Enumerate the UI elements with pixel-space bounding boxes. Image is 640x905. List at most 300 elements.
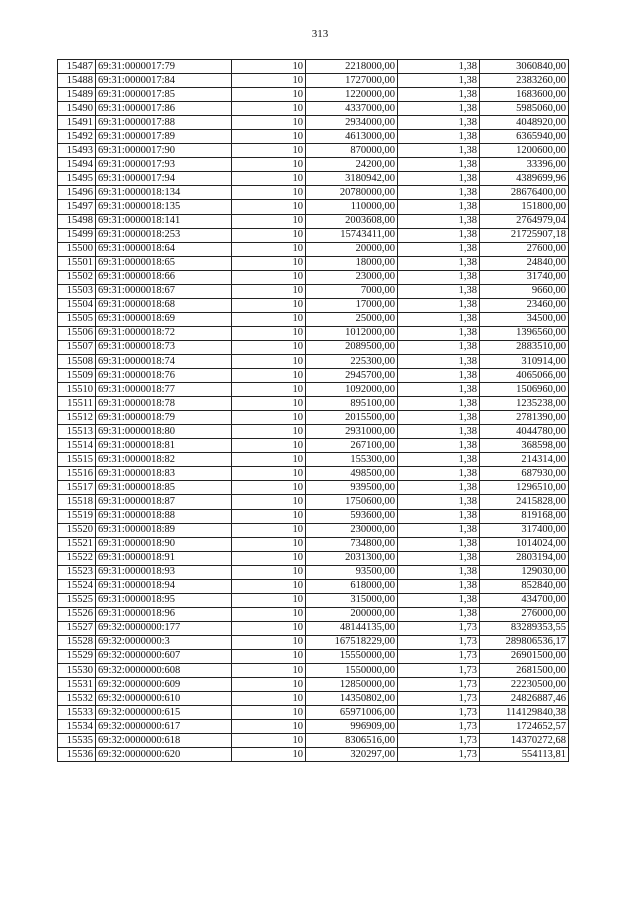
table-row [58,158,569,172]
coefficient-cell: 1,38 [398,326,480,340]
cadastral-number-cell: 69:31:0000017:86 [96,102,232,116]
cadastral-value-cell: 819168,00 [480,509,569,523]
table-row [58,130,569,144]
row-number-cell: 15495 [58,172,96,186]
row-number-cell: 15509 [58,369,96,383]
base-value-cell: 2934000,00 [306,116,398,130]
coefficient-cell: 1,38 [398,144,480,158]
base-value-cell: 315000,00 [306,593,398,607]
cadastral-value-cell: 3060840,00 [480,60,569,74]
category-code-cell: 10 [232,734,306,748]
coefficient-cell: 1,38 [398,200,480,214]
cadastral-number-cell: 69:31:0000018:66 [96,270,232,284]
coefficient-cell: 1,38 [398,579,480,593]
category-code-cell: 10 [232,130,306,144]
table-row [58,748,569,762]
row-number-cell: 15519 [58,509,96,523]
cadastral-value-cell: 687930,00 [480,467,569,481]
cadastral-value-cell: 83289353,55 [480,621,569,635]
category-code-cell: 10 [232,158,306,172]
coefficient-cell: 1,38 [398,439,480,453]
cadastral-number-cell: 69:31:0000017:85 [96,88,232,102]
cadastral-number-cell: 69:31:0000017:90 [96,144,232,158]
category-code-cell: 10 [232,369,306,383]
table-row [58,256,569,270]
cadastral-number-cell: 69:31:0000018:135 [96,200,232,214]
base-value-cell: 2015500,00 [306,411,398,425]
row-number-cell: 15491 [58,116,96,130]
table-row [58,734,569,748]
table-row [58,228,569,242]
coefficient-cell: 1,38 [398,284,480,298]
base-value-cell: 48144135,00 [306,621,398,635]
table-row [58,298,569,312]
coefficient-cell: 1,38 [398,523,480,537]
category-code-cell: 10 [232,748,306,762]
cadastral-number-cell: 69:32:0000000:177 [96,621,232,635]
category-code-cell: 10 [232,397,306,411]
base-value-cell: 267100,00 [306,439,398,453]
cadastral-number-cell: 69:31:0000018:83 [96,467,232,481]
row-number-cell: 15534 [58,720,96,734]
cadastral-value-cell: 2415828,00 [480,495,569,509]
row-number-cell: 15488 [58,74,96,88]
base-value-cell: 2003608,00 [306,214,398,228]
row-number-cell: 15527 [58,621,96,635]
category-code-cell: 10 [232,256,306,270]
row-number-cell: 15499 [58,228,96,242]
row-number-cell: 15521 [58,537,96,551]
base-value-cell: 15743411,00 [306,228,398,242]
coefficient-cell: 1,38 [398,228,480,242]
cadastral-number-cell: 69:32:0000000:620 [96,748,232,762]
cadastral-number-cell: 69:31:0000018:96 [96,607,232,621]
category-code-cell: 10 [232,692,306,706]
row-number-cell: 15525 [58,593,96,607]
cadastral-value-cell: 9660,00 [480,284,569,298]
base-value-cell: 1550000,00 [306,664,398,678]
coefficient-cell: 1,38 [398,453,480,467]
cadastral-number-cell: 69:32:0000000:610 [96,692,232,706]
base-value-cell: 15550000,00 [306,649,398,663]
cadastral-value-table [57,59,569,762]
row-number-cell: 15530 [58,664,96,678]
cadastral-number-cell: 69:32:0000000:617 [96,720,232,734]
category-code-cell: 10 [232,565,306,579]
base-value-cell: 2089500,00 [306,340,398,354]
base-value-cell: 25000,00 [306,312,398,326]
table-row [58,312,569,326]
base-value-cell: 4337000,00 [306,102,398,116]
category-code-cell: 10 [232,354,306,368]
table-row [58,523,569,537]
row-number-cell: 15532 [58,692,96,706]
row-number-cell: 15487 [58,60,96,74]
base-value-cell: 618000,00 [306,579,398,593]
base-value-cell: 20000,00 [306,242,398,256]
category-code-cell: 10 [232,593,306,607]
table-row [58,481,569,495]
coefficient-cell: 1,38 [398,509,480,523]
cadastral-number-cell: 69:31:0000018:93 [96,565,232,579]
category-code-cell: 10 [232,551,306,565]
row-number-cell: 15510 [58,383,96,397]
cadastral-value-cell: 310914,00 [480,354,569,368]
cadastral-number-cell: 69:31:0000018:253 [96,228,232,242]
cadastral-number-cell: 69:31:0000018:95 [96,593,232,607]
cadastral-number-cell: 69:31:0000018:73 [96,340,232,354]
category-code-cell: 10 [232,88,306,102]
base-value-cell: 65971006,00 [306,706,398,720]
table-row [58,635,569,649]
coefficient-cell: 1,38 [398,158,480,172]
cadastral-number-cell: 69:31:0000018:87 [96,495,232,509]
row-number-cell: 15498 [58,214,96,228]
base-value-cell: 996909,00 [306,720,398,734]
cadastral-value-cell: 4044780,00 [480,425,569,439]
row-number-cell: 15522 [58,551,96,565]
coefficient-cell: 1,38 [398,298,480,312]
base-value-cell: 18000,00 [306,256,398,270]
table-row [58,340,569,354]
base-value-cell: 24200,00 [306,158,398,172]
table-row [58,509,569,523]
base-value-cell: 110000,00 [306,200,398,214]
category-code-cell: 10 [232,74,306,88]
row-number-cell: 15497 [58,200,96,214]
table-row [58,425,569,439]
coefficient-cell: 1,38 [398,74,480,88]
base-value-cell: 4613000,00 [306,130,398,144]
cadastral-number-cell: 69:31:0000018:79 [96,411,232,425]
row-number-cell: 15494 [58,158,96,172]
category-code-cell: 10 [232,706,306,720]
cadastral-value-cell: 6365940,00 [480,130,569,144]
base-value-cell: 14350802,00 [306,692,398,706]
category-code-cell: 10 [232,621,306,635]
base-value-cell: 12850000,00 [306,678,398,692]
coefficient-cell: 1,38 [398,565,480,579]
cadastral-value-cell: 2883510,00 [480,340,569,354]
table-row [58,383,569,397]
category-code-cell: 10 [232,425,306,439]
table-row [58,495,569,509]
cadastral-number-cell: 69:31:0000018:141 [96,214,232,228]
category-code-cell: 10 [232,467,306,481]
category-code-cell: 10 [232,298,306,312]
row-number-cell: 15513 [58,425,96,439]
table-row [58,467,569,481]
base-value-cell: 1750600,00 [306,495,398,509]
cadastral-number-cell: 69:31:0000018:67 [96,284,232,298]
category-code-cell: 10 [232,607,306,621]
cadastral-value-cell: 4389699,96 [480,172,569,186]
cadastral-value-cell: 4048920,00 [480,116,569,130]
cadastral-value-cell: 24826887,46 [480,692,569,706]
cadastral-value-cell: 14370272,68 [480,734,569,748]
coefficient-cell: 1,73 [398,734,480,748]
table-row [58,172,569,186]
base-value-cell: 1012000,00 [306,326,398,340]
cadastral-number-cell: 69:31:0000018:81 [96,439,232,453]
row-number-cell: 15508 [58,354,96,368]
row-number-cell: 15506 [58,326,96,340]
category-code-cell: 10 [232,678,306,692]
cadastral-number-cell: 69:32:0000000:608 [96,664,232,678]
cadastral-value-cell: 289806536,17 [480,635,569,649]
row-number-cell: 15523 [58,565,96,579]
category-code-cell: 10 [232,116,306,130]
cadastral-number-cell: 69:31:0000018:65 [96,256,232,270]
cadastral-number-cell: 69:31:0000018:85 [96,481,232,495]
coefficient-cell: 1,38 [398,354,480,368]
cadastral-value-cell: 1396560,00 [480,326,569,340]
table-row [58,369,569,383]
base-value-cell: 200000,00 [306,607,398,621]
coefficient-cell: 1,38 [398,425,480,439]
cadastral-value-cell: 24840,00 [480,256,569,270]
cadastral-value-cell: 23460,00 [480,298,569,312]
base-value-cell: 230000,00 [306,523,398,537]
cadastral-number-cell: 69:31:0000017:94 [96,172,232,186]
page-number: 313 [311,28,329,40]
table-row [58,551,569,565]
category-code-cell: 10 [232,214,306,228]
table-row [58,692,569,706]
cadastral-number-cell: 69:31:0000018:94 [96,579,232,593]
cadastral-number-cell: 69:31:0000018:64 [96,242,232,256]
row-number-cell: 15501 [58,256,96,270]
table-row [58,284,569,298]
coefficient-cell: 1,73 [398,748,480,762]
cadastral-value-cell: 27600,00 [480,242,569,256]
row-number-cell: 15533 [58,706,96,720]
cadastral-number-cell: 69:31:0000018:74 [96,354,232,368]
row-number-cell: 15500 [58,242,96,256]
base-value-cell: 2031300,00 [306,551,398,565]
table-row [58,678,569,692]
table-row [58,649,569,663]
cadastral-value-cell: 5985060,00 [480,102,569,116]
coefficient-cell: 1,73 [398,706,480,720]
table-row [58,411,569,425]
base-value-cell: 2931000,00 [306,425,398,439]
category-code-cell: 10 [232,186,306,200]
cadastral-value-cell: 434700,00 [480,593,569,607]
table-row [58,116,569,130]
cadastral-value-cell: 2681500,00 [480,664,569,678]
cadastral-number-cell: 69:32:0000000:609 [96,678,232,692]
coefficient-cell: 1,38 [398,130,480,144]
category-code-cell: 10 [232,326,306,340]
cadastral-value-cell: 1200600,00 [480,144,569,158]
row-number-cell: 15496 [58,186,96,200]
cadastral-number-cell: 69:31:0000018:78 [96,397,232,411]
table-row [58,720,569,734]
cadastral-value-cell: 2803194,00 [480,551,569,565]
row-number-cell: 15512 [58,411,96,425]
table-row [58,579,569,593]
coefficient-cell: 1,38 [398,242,480,256]
coefficient-cell: 1,38 [398,270,480,284]
row-number-cell: 15531 [58,678,96,692]
cadastral-value-cell: 151800,00 [480,200,569,214]
base-value-cell: 320297,00 [306,748,398,762]
row-number-cell: 15535 [58,734,96,748]
base-value-cell: 8306516,00 [306,734,398,748]
row-number-cell: 15503 [58,284,96,298]
base-value-cell: 2218000,00 [306,60,398,74]
cadastral-value-cell: 852840,00 [480,579,569,593]
row-number-cell: 15493 [58,144,96,158]
table-row [58,186,569,200]
cadastral-value-cell: 214314,00 [480,453,569,467]
table-row [58,354,569,368]
base-value-cell: 3180942,00 [306,172,398,186]
cadastral-value-cell: 1724652,57 [480,720,569,734]
cadastral-number-cell: 69:31:0000018:91 [96,551,232,565]
cadastral-number-cell: 69:31:0000017:79 [96,60,232,74]
cadastral-value-cell: 1014024,00 [480,537,569,551]
base-value-cell: 1727000,00 [306,74,398,88]
table-row [58,60,569,74]
cadastral-value-cell: 34500,00 [480,312,569,326]
base-value-cell: 2945700,00 [306,369,398,383]
cadastral-value-cell: 33396,00 [480,158,569,172]
table-row [58,102,569,116]
coefficient-cell: 1,38 [398,481,480,495]
row-number-cell: 15505 [58,312,96,326]
category-code-cell: 10 [232,635,306,649]
coefficient-cell: 1,73 [398,635,480,649]
row-number-cell: 15515 [58,453,96,467]
category-code-cell: 10 [232,523,306,537]
category-code-cell: 10 [232,102,306,116]
row-number-cell: 15511 [58,397,96,411]
base-value-cell: 593600,00 [306,509,398,523]
coefficient-cell: 1,38 [398,172,480,186]
base-value-cell: 895100,00 [306,397,398,411]
base-value-cell: 939500,00 [306,481,398,495]
row-number-cell: 15489 [58,88,96,102]
category-code-cell: 10 [232,439,306,453]
cadastral-number-cell: 69:31:0000018:90 [96,537,232,551]
table-row [58,88,569,102]
row-number-cell: 15524 [58,579,96,593]
base-value-cell: 870000,00 [306,144,398,158]
cadastral-number-cell: 69:31:0000018:77 [96,383,232,397]
table-row [58,621,569,635]
cadastral-number-cell: 69:31:0000018:76 [96,369,232,383]
row-number-cell: 15504 [58,298,96,312]
coefficient-cell: 1,73 [398,649,480,663]
cadastral-value-cell: 129030,00 [480,565,569,579]
coefficient-cell: 1,38 [398,551,480,565]
coefficient-cell: 1,38 [398,607,480,621]
coefficient-cell: 1,38 [398,467,480,481]
base-value-cell: 17000,00 [306,298,398,312]
coefficient-cell: 1,38 [398,102,480,116]
coefficient-cell: 1,38 [398,186,480,200]
cadastral-number-cell: 69:32:0000000:618 [96,734,232,748]
cadastral-number-cell: 69:31:0000018:89 [96,523,232,537]
coefficient-cell: 1,73 [398,621,480,635]
row-number-cell: 15526 [58,607,96,621]
table-row [58,397,569,411]
cadastral-number-cell: 69:32:0000000:615 [96,706,232,720]
category-code-cell: 10 [232,579,306,593]
category-code-cell: 10 [232,411,306,425]
base-value-cell: 225300,00 [306,354,398,368]
cadastral-number-cell: 69:31:0000018:134 [96,186,232,200]
category-code-cell: 10 [232,242,306,256]
cadastral-value-cell: 1296510,00 [480,481,569,495]
coefficient-cell: 1,38 [398,214,480,228]
cadastral-value-cell: 1235238,00 [480,397,569,411]
table-row [58,664,569,678]
category-code-cell: 10 [232,284,306,298]
category-code-cell: 10 [232,481,306,495]
category-code-cell: 10 [232,537,306,551]
coefficient-cell: 1,38 [398,383,480,397]
table-row [58,144,569,158]
row-number-cell: 15520 [58,523,96,537]
base-value-cell: 20780000,00 [306,186,398,200]
cadastral-value-cell: 114129840,38 [480,706,569,720]
coefficient-cell: 1,38 [398,256,480,270]
row-number-cell: 15492 [58,130,96,144]
cadastral-number-cell: 69:31:0000018:80 [96,425,232,439]
cadastral-value-cell: 276000,00 [480,607,569,621]
category-code-cell: 10 [232,495,306,509]
coefficient-cell: 1,73 [398,692,480,706]
category-code-cell: 10 [232,60,306,74]
coefficient-cell: 1,38 [398,116,480,130]
coefficient-cell: 1,38 [398,411,480,425]
coefficient-cell: 1,38 [398,397,480,411]
coefficient-cell: 1,38 [398,340,480,354]
cadastral-value-cell: 2781390,00 [480,411,569,425]
coefficient-cell: 1,38 [398,312,480,326]
row-number-cell: 15490 [58,102,96,116]
row-number-cell: 15517 [58,481,96,495]
cadastral-value-cell: 4065066,00 [480,369,569,383]
category-code-cell: 10 [232,453,306,467]
cadastral-number-cell: 69:32:0000000:607 [96,649,232,663]
base-value-cell: 167518229,00 [306,635,398,649]
coefficient-cell: 1,38 [398,369,480,383]
cadastral-number-cell: 69:31:0000017:89 [96,130,232,144]
table-row [58,326,569,340]
base-value-cell: 734800,00 [306,537,398,551]
category-code-cell: 10 [232,200,306,214]
row-number-cell: 15514 [58,439,96,453]
table-row [58,270,569,284]
cadastral-number-cell: 69:31:0000018:68 [96,298,232,312]
table-row [58,593,569,607]
base-value-cell: 1092000,00 [306,383,398,397]
base-value-cell: 1220000,00 [306,88,398,102]
row-number-cell: 15502 [58,270,96,284]
cadastral-value-cell: 1506960,00 [480,383,569,397]
cadastral-value-cell: 2764979,04 [480,214,569,228]
coefficient-cell: 1,38 [398,88,480,102]
cadastral-value-cell: 554113,81 [480,748,569,762]
base-value-cell: 23000,00 [306,270,398,284]
base-value-cell: 155300,00 [306,453,398,467]
category-code-cell: 10 [232,383,306,397]
table-row [58,537,569,551]
